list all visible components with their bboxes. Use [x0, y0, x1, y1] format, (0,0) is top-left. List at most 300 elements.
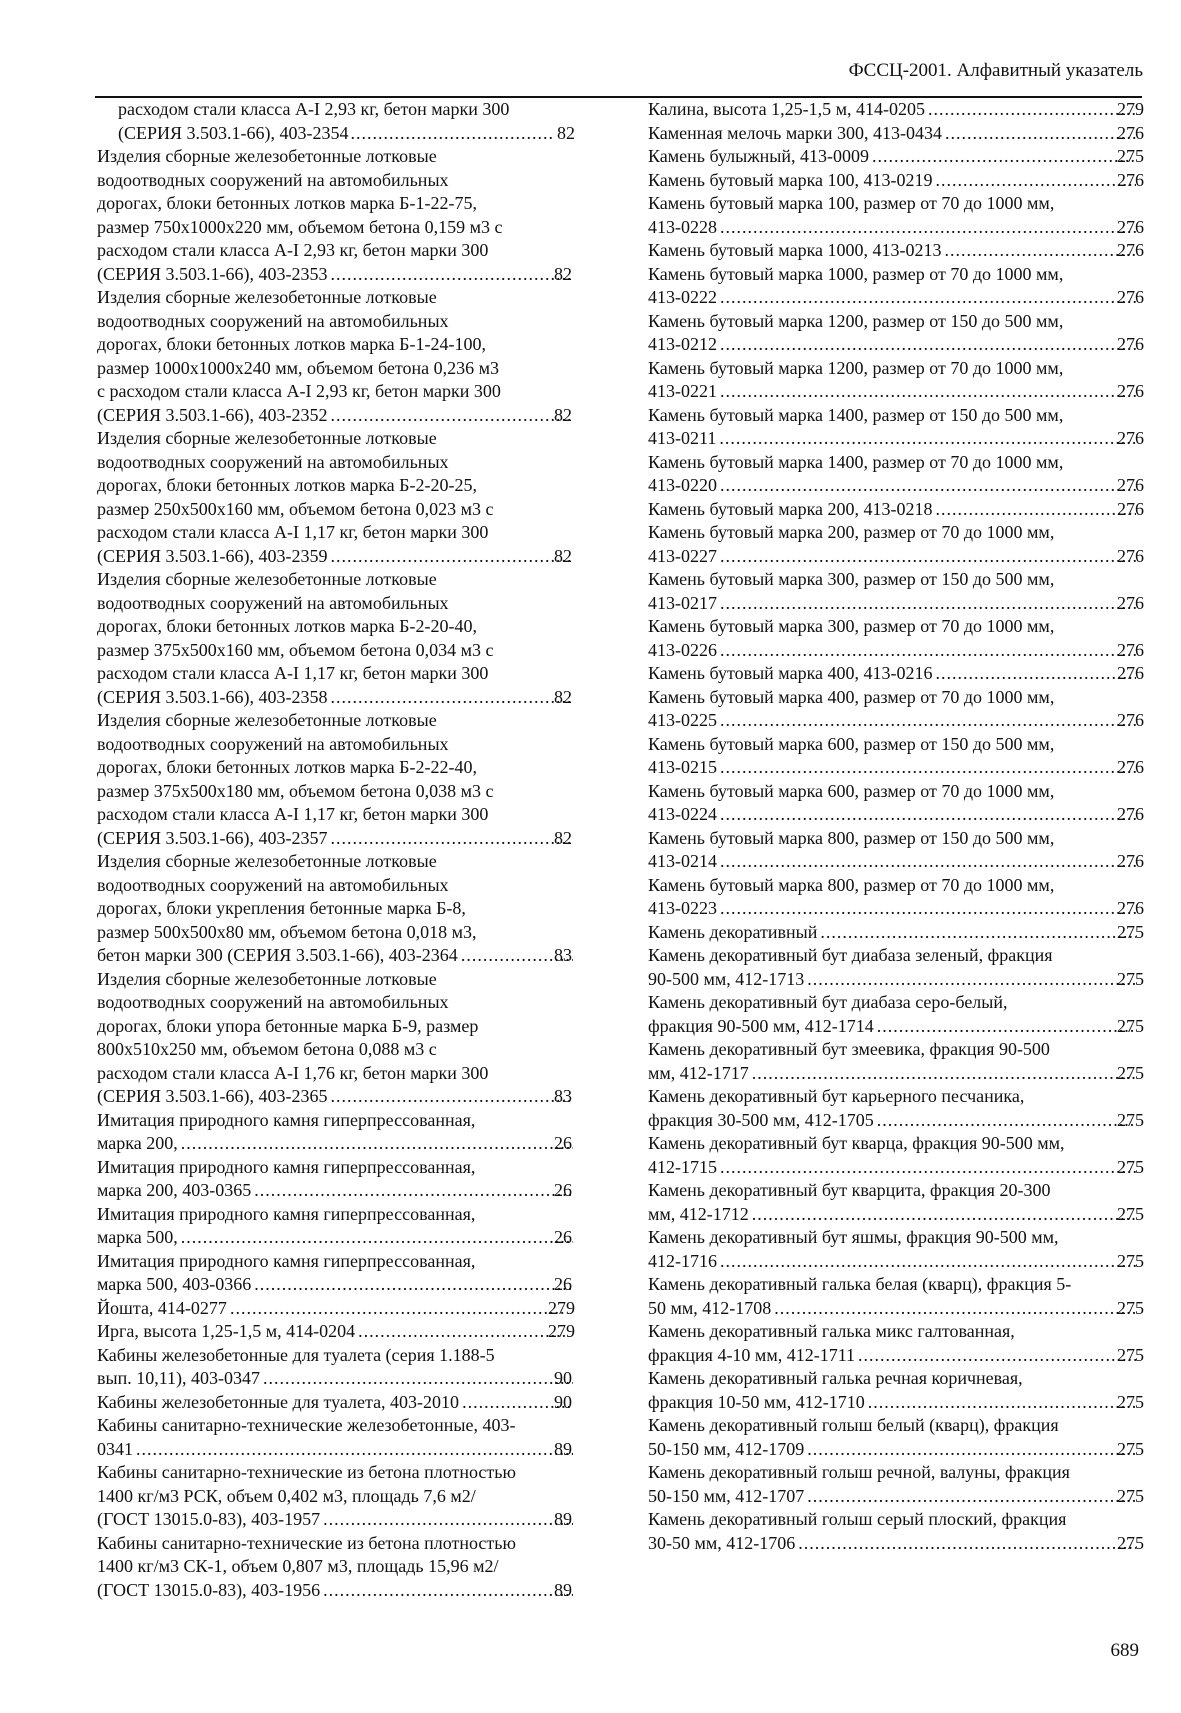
index-entry-text: Каменная мелочь марки 300, 413-0434 [648, 122, 942, 143]
index-entry-last-line [97, 1320, 575, 1344]
index-entry-text: Камень бутовый марка 300, размер от 70 до 1000 мм, [648, 616, 1055, 636]
index-entry-text: размер 375х500х160 мм, объемом бетона 0,034 м3 с [97, 639, 494, 660]
dot-leader [719, 897, 1136, 921]
index-entry-text: Изделия сборные железобетонные лотковые [97, 146, 437, 166]
index-entry-last-line [648, 1109, 1144, 1133]
index-entry-text: Камень бутовый марка 1200, размер от 70 до 1000 мм, [648, 357, 1064, 378]
index-entry-last-line [648, 1297, 1144, 1321]
dot-leader [719, 1250, 1136, 1274]
index-entry-last-line [648, 1485, 1144, 1509]
index-entry [648, 310, 1144, 357]
index-entry-text: марка 500, 403-0366 [97, 1274, 252, 1294]
index-entry-text: размер 250х500х160 мм, объемом бетона 0,023 м3 с [97, 498, 494, 519]
index-entry [97, 1203, 575, 1250]
index-entry-text: Кабины железобетонные для туалета (серия 1.188-5 [97, 1344, 495, 1365]
index-entry-text: 50-150 мм, 412-1709 [648, 1438, 805, 1459]
dot-leader [330, 545, 574, 569]
index-entry-page: 276 [1117, 428, 1144, 448]
index-entry-text: Камень бутовый марка 1400, размер от 150 до 500 мм, [648, 404, 1064, 425]
index-entry-page: 276 [1117, 498, 1144, 519]
index-entry-last-line [648, 545, 1144, 569]
index-entry [648, 498, 1144, 522]
index-entry-text: расходом стали класса А-I 1,17 кг, бетон марки 300 [97, 522, 489, 542]
index-entry-text: Камень декоративный голыш речной, валуны, фракция [648, 1462, 1070, 1482]
index-entry-last-line: (СЕРИЯ 3.503.1-66), 403-2359 ..... 82 [118, 545, 575, 569]
index-entry-last-line [648, 850, 1144, 874]
dot-leader [871, 145, 1136, 169]
index-entry-text: водоотводных сооружений на автомобильных [97, 310, 449, 331]
index-entry-text: Камень декоративный голыш серый плоский, фракция [648, 1509, 1067, 1529]
index-entry-text: (ГОСТ 13015.0-83), 403-1957 [97, 1509, 321, 1529]
index-entry-text: 413-0222 [648, 287, 717, 307]
index-entry-text: бетон марки 300 (СЕРИЯ 3.503.1-66), 403-2364 [97, 945, 458, 965]
index-entry-text: Камень декоративный галька белая (кварц), фракция 5- [648, 1274, 1072, 1294]
index-entry [97, 568, 575, 709]
dot-leader [857, 1344, 1136, 1368]
index-entry [648, 122, 1144, 146]
index-entry [648, 192, 1144, 239]
dot-leader [330, 686, 574, 710]
index-entry-text: Камень бутовый марка 800, размер от 150 до 500 мм, [648, 827, 1055, 848]
index-entry-text: Камень бутовый марка 400, размер от 70 до 1000 мм, [648, 686, 1055, 707]
index-entry-text: 50-150 мм, 412-1707 [648, 1485, 805, 1506]
index-entry-text: размер 1000х1000х240 мм, объемом бетона 0,236 м3 [97, 357, 500, 378]
index-entry-text: 413-0211 [648, 428, 717, 448]
dot-leader [351, 122, 556, 146]
index-entry-text: размер 500х500х80 мм, объемом бетона 0,018 м3, [97, 921, 477, 942]
index-entry [648, 1273, 1144, 1320]
index-entry-text: (ГОСТ 13015.0-83), 403-1956 [97, 1579, 321, 1600]
index-entry [648, 1226, 1144, 1273]
index-entry-text: расходом стали класса А-I 1,17 кг, бетон марки 300 [97, 663, 489, 683]
index-entry-text: фракция 30-500 мм, 412-1705 [648, 1109, 874, 1130]
index-entry-page: 276 [1117, 757, 1144, 777]
index-entry-page: 275 [1117, 1156, 1144, 1177]
index-entry-page: 275 [1117, 1344, 1144, 1365]
index-entry-last-line [648, 216, 1144, 240]
index-entry-text: Камень бутовый марка 200, размер от 70 до 1000 мм, [648, 522, 1055, 542]
index-entry-text: Камень бутовый марка 100, размер от 70 до 1000 мм, [648, 193, 1055, 213]
index-entry-text: Камень декоративный галька речная коричневая, [648, 1368, 1023, 1388]
index-entry-text: мм, 412-1717 [648, 1062, 749, 1083]
index-entry-text: Кабины санитарно-технические из бетона плотностью [97, 1532, 516, 1553]
index-entry-last-line [648, 169, 1144, 193]
index-entry-text: Камень бутовый марка 600, размер от 70 до 1000 мм, [648, 780, 1055, 801]
index-entry-text: 412-1716 [648, 1250, 717, 1271]
index-entry-text: (СЕРИЯ 3.503.1-66), 403-2359 [97, 545, 328, 566]
index-entry-text: 413-0224 [648, 804, 717, 824]
index-entry-text: дорогах, блоки бетонных лотков марка Б-2-20-40, [97, 616, 477, 636]
index-entry-text: 0341 [97, 1438, 133, 1459]
index-entry-text: Изделия сборные железобетонные лотковые [97, 569, 437, 589]
index-entry-text: водоотводных сооружений на автомобильных [97, 874, 449, 895]
index-entry-last-line [648, 1250, 1144, 1274]
dot-leader [719, 756, 1136, 780]
index-entry-last-line [648, 639, 1144, 663]
index-entry-last-line: (СЕРИЯ 3.503.1-66), 403-2358 ..... 82 [118, 686, 575, 710]
index-entry-last-line [648, 1391, 1144, 1415]
index-entry-last-line: марка 200, ..... 26 [118, 1132, 575, 1156]
index-entry-text: 412-1715 [648, 1156, 717, 1177]
index-entry-page: 275 [1117, 1203, 1144, 1224]
index-entry-page: 275 [1117, 146, 1144, 166]
dot-leader [797, 1532, 1136, 1556]
index-entry [97, 145, 575, 286]
index-entry [648, 874, 1144, 921]
index-entry-text: (СЕРИЯ 3.503.1-66), 403-2352 [97, 404, 328, 425]
index-entry-page: 276 [1117, 475, 1144, 495]
running-header: ФССЦ-2001. Алфавитный указатель [848, 60, 1143, 81]
index-entry-page: 276 [1117, 381, 1144, 401]
index-entry [97, 98, 575, 145]
dot-leader [180, 1132, 573, 1156]
index-entry-page: 276 [1117, 216, 1144, 237]
index-entry-last-line [648, 1203, 1144, 1227]
index-entry-text: расходом стали класса А-I 2,93 кг, бетон марки 300 [97, 240, 489, 260]
index-entry-last-line [648, 333, 1144, 357]
index-entry-text: Изделия сборные железобетонные лотковые [97, 968, 437, 989]
index-entry [97, 1461, 575, 1532]
index-entry-text: Камень декоративный галька микс галтованная, [648, 1321, 1015, 1341]
index-entry-last-line: (СЕРИЯ 3.503.1-66), 403-2365 ..... 83 [118, 1085, 575, 1109]
dot-leader [719, 850, 1136, 874]
dot-leader [935, 169, 1136, 193]
index-entry [648, 263, 1144, 310]
index-entry-page: 276 [1117, 169, 1144, 190]
dot-leader [719, 1156, 1136, 1180]
index-entry-last-line [648, 1062, 1144, 1086]
index-entry-page: 275 [1117, 1485, 1144, 1506]
index-entry [97, 427, 575, 568]
index-entry-text: Камень декоративный бут яшмы, фракция 90-500 мм, [648, 1227, 1059, 1247]
index-entry-text: Камень бутовый марка 600, размер от 150 до 500 мм, [648, 733, 1055, 754]
index-entry-last-line [648, 803, 1144, 827]
index-entry [648, 1461, 1144, 1508]
index-entry-text: (СЕРИЯ 3.503.1-66), 403-2353 [97, 263, 328, 284]
index-entry-last-line: (СЕРИЯ 3.503.1-66), 403-2353 ..... 82 [118, 263, 575, 287]
index-entry-page: 275 [1117, 1250, 1144, 1271]
index-entry [97, 1532, 575, 1603]
index-entry-text: 413-0220 [648, 475, 717, 495]
dot-leader [944, 239, 1136, 263]
dot-leader [719, 216, 1136, 240]
index-entry-last-line [648, 1344, 1144, 1368]
index-entry-text: 413-0214 [648, 851, 717, 871]
index-entry-text: дорогах, блоки бетонных лотков марка Б-2-22-40, [97, 757, 477, 777]
index-entry-text: Имитация природного камня гиперпрессованная, [97, 1203, 476, 1224]
dot-leader [330, 404, 574, 428]
index-entry-text: (СЕРИЯ 3.503.1-66), 403-2354 [118, 122, 349, 143]
index-entry-last-line [97, 1297, 575, 1321]
index-entry-text: Камень декоративный бут кварцита, фракция 20-300 [648, 1180, 1051, 1200]
index-entry-last-line [648, 968, 1144, 992]
index-entry-text: расходом стали класса А-I 1,17 кг, бетон марки 300 [97, 804, 489, 824]
index-entry-text: Калина, высота 1,25-1,5 м, 414-0205 [648, 99, 925, 119]
index-entry-last-line [648, 592, 1144, 616]
dot-leader [253, 1179, 573, 1203]
index-entry-last-line [648, 98, 1144, 122]
index-entry-text: Кабины санитарно-технические железобетонные, 403- [97, 1415, 516, 1435]
index-entry-text: 1400 кг/м3 СК-1, объем 0,807 м3, площадь 15,96 м2/ [97, 1556, 499, 1576]
index-entry [648, 404, 1144, 451]
dot-leader [180, 1226, 573, 1250]
dot-leader [322, 1508, 573, 1532]
index-entry-text: Имитация природного камня гиперпрессованная, [97, 1156, 476, 1177]
index-entry-text: размер 375х500х180 мм, объемом бетона 0,038 м3 с [97, 780, 494, 801]
index-entry-text: 30-50 мм, 412-1706 [648, 1532, 796, 1553]
index-entry-last-line [648, 1156, 1144, 1180]
index-entry-text: 413-0217 [648, 592, 717, 613]
index-entry-text: фракция 90-500 мм, 412-1714 [648, 1015, 874, 1036]
index-entry-page: 279 [1117, 99, 1144, 119]
index-entry-text: размер 750х1000х220 мм, объемом бетона 0,159 м3 с [97, 216, 503, 237]
index-entry-page: 276 [1117, 898, 1144, 918]
dot-leader [867, 1391, 1136, 1415]
index-entry-text: Камень бутовый марка 300, размер от 150 до 500 мм, [648, 569, 1055, 589]
dot-leader [322, 1579, 573, 1603]
index-entry [648, 1132, 1144, 1179]
index-entry-text: (СЕРИЯ 3.503.1-66), 403-2357 [97, 827, 328, 848]
index-entry [97, 1344, 575, 1391]
dot-leader [719, 803, 1136, 827]
dot-leader [719, 545, 1136, 569]
dot-leader [330, 1085, 574, 1109]
index-entry-last-line [648, 921, 1144, 945]
index-entry-page: 275 [1117, 1109, 1144, 1130]
index-entry-text: Камень булыжный, 413-0009 [648, 146, 870, 166]
index-entry-text: Камень декоративный бут кварца, фракция 90-500 мм, [648, 1133, 1065, 1153]
index-entry-text: 90-500 мм, 412-1713 [648, 968, 805, 989]
dot-leader [935, 662, 1136, 686]
index-entry-text: 413-0212 [648, 334, 717, 354]
index-entry-page: 276 [1117, 122, 1144, 143]
dot-leader [719, 592, 1136, 616]
index-entry-last-line: (ГОСТ 13015.0-83), 403-1956 ..... 89 [118, 1579, 575, 1603]
dot-leader [751, 1062, 1136, 1086]
index-entry [648, 944, 1144, 991]
index-entry [648, 239, 1144, 263]
index-entry-text: расходом стали класса А-I 2,93 кг, бетон марки 300 [118, 99, 510, 119]
index-entry-last-line [648, 145, 1144, 169]
dot-leader [806, 1485, 1136, 1509]
index-entry [97, 1320, 575, 1344]
index-entry [97, 1250, 575, 1297]
index-entry-text: дорогах, блоки укрепления бетонные марка Б-8, [97, 898, 466, 918]
dot-leader [719, 380, 1136, 404]
dot-leader [719, 333, 1136, 357]
index-entry [648, 662, 1144, 686]
index-entry-text: 413-0225 [648, 710, 717, 730]
index-entry-text: водоотводных сооружений на автомобильных [97, 169, 449, 190]
index-entry-page: 276 [1117, 287, 1144, 307]
index-entry-last-line: бетон марки 300 (СЕРИЯ 3.503.1-66), 403-2364 ..... 83 [118, 944, 575, 968]
dot-leader [935, 498, 1136, 522]
index-entry-text: 413-0215 [648, 757, 717, 777]
index-entry-text: 413-0228 [648, 216, 717, 237]
index-entry-last-line: вып. 10,11), 403-0347 ..... 90 [118, 1367, 575, 1391]
index-entry-last-line [648, 286, 1144, 310]
dot-leader [944, 122, 1136, 146]
index-entry-last-line: 0341 ..... 89 [118, 1438, 575, 1462]
index-entry-text: с расходом стали класса А-I 2,93 кг, бетон марки 300 [97, 381, 501, 401]
index-entry-text: Камень декоративный бут змеевика, фракция 90-500 [648, 1039, 1050, 1059]
index-entry-page: 276 [1117, 663, 1144, 683]
index-entry-page: 276 [1117, 710, 1144, 730]
index-entry-text: Камень бутовый марка 1200, размер от 150 до 500 мм, [648, 310, 1064, 331]
index-entry-text: Кабины санитарно-технические из бетона плотностью [97, 1462, 516, 1482]
index-entry-text: дорогах, блоки бетонных лотков марка Б-1-24-100, [97, 334, 486, 354]
index-entry-page: 276 [1117, 592, 1144, 613]
index-entry-page: 276 [1117, 851, 1144, 871]
index-entry-page: 276 [1117, 334, 1144, 354]
index-entry-text: 413-0226 [648, 639, 717, 660]
index-entry-text: вып. 10,11), 403-0347 [97, 1368, 261, 1388]
index-entry-page: 276 [1117, 240, 1144, 260]
index-entry [97, 709, 575, 850]
index-entry-last-line [648, 498, 1144, 522]
index-entry-text: Камень декоративный бут диабаза зеленый, фракция [648, 945, 1053, 965]
index-entry-last-line: Кабины железобетонные для туалета, 403-2010 ..... 90 [118, 1391, 575, 1415]
index-entry-last-line [648, 380, 1144, 404]
index-entry-text: Камень бутовый марка 1000, размер от 70 до 1000 мм, [648, 263, 1064, 284]
dot-leader [253, 1273, 573, 1297]
index-entry [97, 1391, 575, 1415]
index-entry-page: 82 [557, 122, 575, 143]
index-entry-last-line: (СЕРИЯ 3.503.1-66), 403-2352 ..... 82 [118, 404, 575, 428]
index-entry-page: 276 [1117, 804, 1144, 824]
index-entry-text: Камень декоративный бут диабаза серо-белый, [648, 992, 1008, 1012]
index-entry-last-line [648, 239, 1144, 263]
index-entry-text: водоотводных сооружений на автомобильных [97, 733, 449, 754]
index-entry-page: 275 [1117, 1062, 1144, 1083]
index-entry-text: водоотводных сооружений на автомобильных [97, 992, 449, 1012]
index-entry-text: Ирга, высота 1,25-1,5 м, 414-0204 [97, 1321, 356, 1341]
index-entry [97, 850, 575, 968]
index-entry-text: Изделия сборные железобетонные лотковые [97, 287, 437, 307]
index-entry [648, 1320, 1144, 1367]
index-entry [648, 827, 1144, 874]
index-entry [648, 1367, 1144, 1414]
index-entry-page: 275 [1117, 1532, 1144, 1553]
index-column-right [648, 98, 1144, 1555]
index-entry [648, 357, 1144, 404]
index-entry-last-line: (ГОСТ 13015.0-83), 403-1957 ..... 89 [118, 1508, 575, 1532]
dot-leader [876, 1015, 1136, 1039]
index-entry-text: 413-0227 [648, 545, 717, 566]
dot-leader [229, 1297, 567, 1321]
index-entry [648, 521, 1144, 568]
index-entry-text: Камень декоративный [648, 921, 818, 942]
index-entry-last-line: марка 500, 403-0366 ..... 26 [118, 1273, 575, 1297]
index-entry-text: 50 мм, 412-1708 [648, 1297, 772, 1318]
index-entry-text: мм, 412-1712 [648, 1203, 749, 1224]
index-entry-text: фракция 4-10 мм, 412-1711 [648, 1344, 856, 1365]
index-entry [648, 1508, 1144, 1555]
index-entry-last-line: марка 500, ..... 26 [118, 1226, 575, 1250]
index-entry-text: дорогах, блоки бетонных лотков марка Б-2-20-25, [97, 475, 477, 495]
index-entry [97, 1297, 575, 1321]
index-entry-last-line [648, 897, 1144, 921]
dot-leader [773, 1297, 1136, 1321]
index-entry-text: дорогах, блоки бетонных лотков марка Б-1-22-75, [97, 193, 477, 213]
dot-leader [719, 639, 1136, 663]
index-entry-text: дорогах, блоки упора бетонные марка Б-9, размер [97, 1015, 479, 1036]
dot-leader [806, 1438, 1136, 1462]
index-entry-text: Камень бутовый марка 400, 413-0216 [648, 663, 933, 683]
dot-leader [927, 98, 1136, 122]
index-entry-page: 275 [1117, 921, 1144, 942]
index-entry-text: Имитация природного камня гиперпрессованная, [97, 1250, 476, 1271]
index-entry-page: 275 [1117, 1438, 1144, 1459]
index-entry-text: фракция 10-50 мм, 412-1710 [648, 1391, 865, 1412]
index-entry-page: 279 [548, 1321, 575, 1341]
dot-leader [876, 1109, 1136, 1133]
index-entry-text: марка 500, [97, 1227, 178, 1247]
index-entry-text: Изделия сборные железобетонные лотковые [97, 428, 437, 448]
index-entry [648, 568, 1144, 615]
index-entry-text: Имитация природного камня гиперпрессованная, [97, 1109, 476, 1130]
index-entry-text: Камень бутовый марка 1000, 413-0213 [648, 240, 942, 260]
index-entry [97, 1414, 575, 1461]
dot-leader [718, 427, 1136, 451]
index-entry-text: (СЕРИЯ 3.503.1-66), 403-2358 [97, 686, 328, 707]
page-number: 689 [1110, 1640, 1139, 1661]
index-entry-text: марка 200, 403-0365 [97, 1180, 252, 1200]
dot-leader [806, 968, 1136, 992]
index-column-left [97, 98, 575, 1602]
index-entry-page: 275 [1117, 1391, 1144, 1412]
index-entry [648, 1038, 1144, 1085]
index-entry-text: Камень декоративный бут карьерного песчаника, [648, 1086, 1025, 1106]
index-entry-text: Камень бутовый марка 100, 413-0219 [648, 169, 933, 190]
index-entry-last-line [648, 1015, 1144, 1039]
index-entry-text: Камень бутовый марка 200, 413-0218 [648, 498, 933, 519]
dot-leader [719, 286, 1136, 310]
dot-leader [751, 1203, 1136, 1227]
index-entry-page: 279 [548, 1297, 575, 1318]
index-entry-page: 275 [1117, 1297, 1144, 1318]
index-entry-text: Йошта, 414-0277 [97, 1297, 227, 1318]
index-entry-text: 413-0221 [648, 381, 717, 401]
index-entry [648, 451, 1144, 498]
index-entry-page: 276 [1117, 639, 1144, 660]
index-entry-last-line: марка 200, 403-0365 ..... 26 [118, 1179, 575, 1203]
index-entry-text: водоотводных сооружений на автомобильных [97, 451, 449, 472]
index-entry-last-line [648, 474, 1144, 498]
index-entry-text: 800х510х250 мм, объемом бетона 0,088 м3 с [97, 1039, 437, 1059]
index-entry [648, 733, 1144, 780]
dot-leader [330, 263, 574, 287]
index-entry-last-line [648, 1438, 1144, 1462]
dot-leader [719, 709, 1136, 733]
dot-leader [357, 1320, 567, 1344]
index-entry-last-line [118, 122, 575, 146]
dot-leader [330, 827, 574, 851]
index-entry-text: (СЕРИЯ 3.503.1-66), 403-2365 [97, 1086, 328, 1106]
index-entry-text: Изделия сборные железобетонные лотковые [97, 710, 437, 730]
index-entry-text: Камень декоративный голыш белый (кварц), фракция [648, 1415, 1059, 1435]
index-entry-last-line: (СЕРИЯ 3.503.1-66), 403-2357 ..... 82 [118, 827, 575, 851]
dot-leader [719, 474, 1136, 498]
index-entry [648, 991, 1144, 1038]
index-entry-page: 275 [1117, 1015, 1144, 1036]
index-entry-page: 275 [1117, 968, 1144, 989]
index-entry-text: 413-0223 [648, 898, 717, 918]
dot-leader [135, 1438, 573, 1462]
index-entry-text: водоотводных сооружений на автомобильных [97, 592, 449, 613]
index-entry-text: расходом стали класса А-I 1,76 кг, бетон марки 300 [97, 1062, 489, 1083]
index-entry [97, 1109, 575, 1156]
